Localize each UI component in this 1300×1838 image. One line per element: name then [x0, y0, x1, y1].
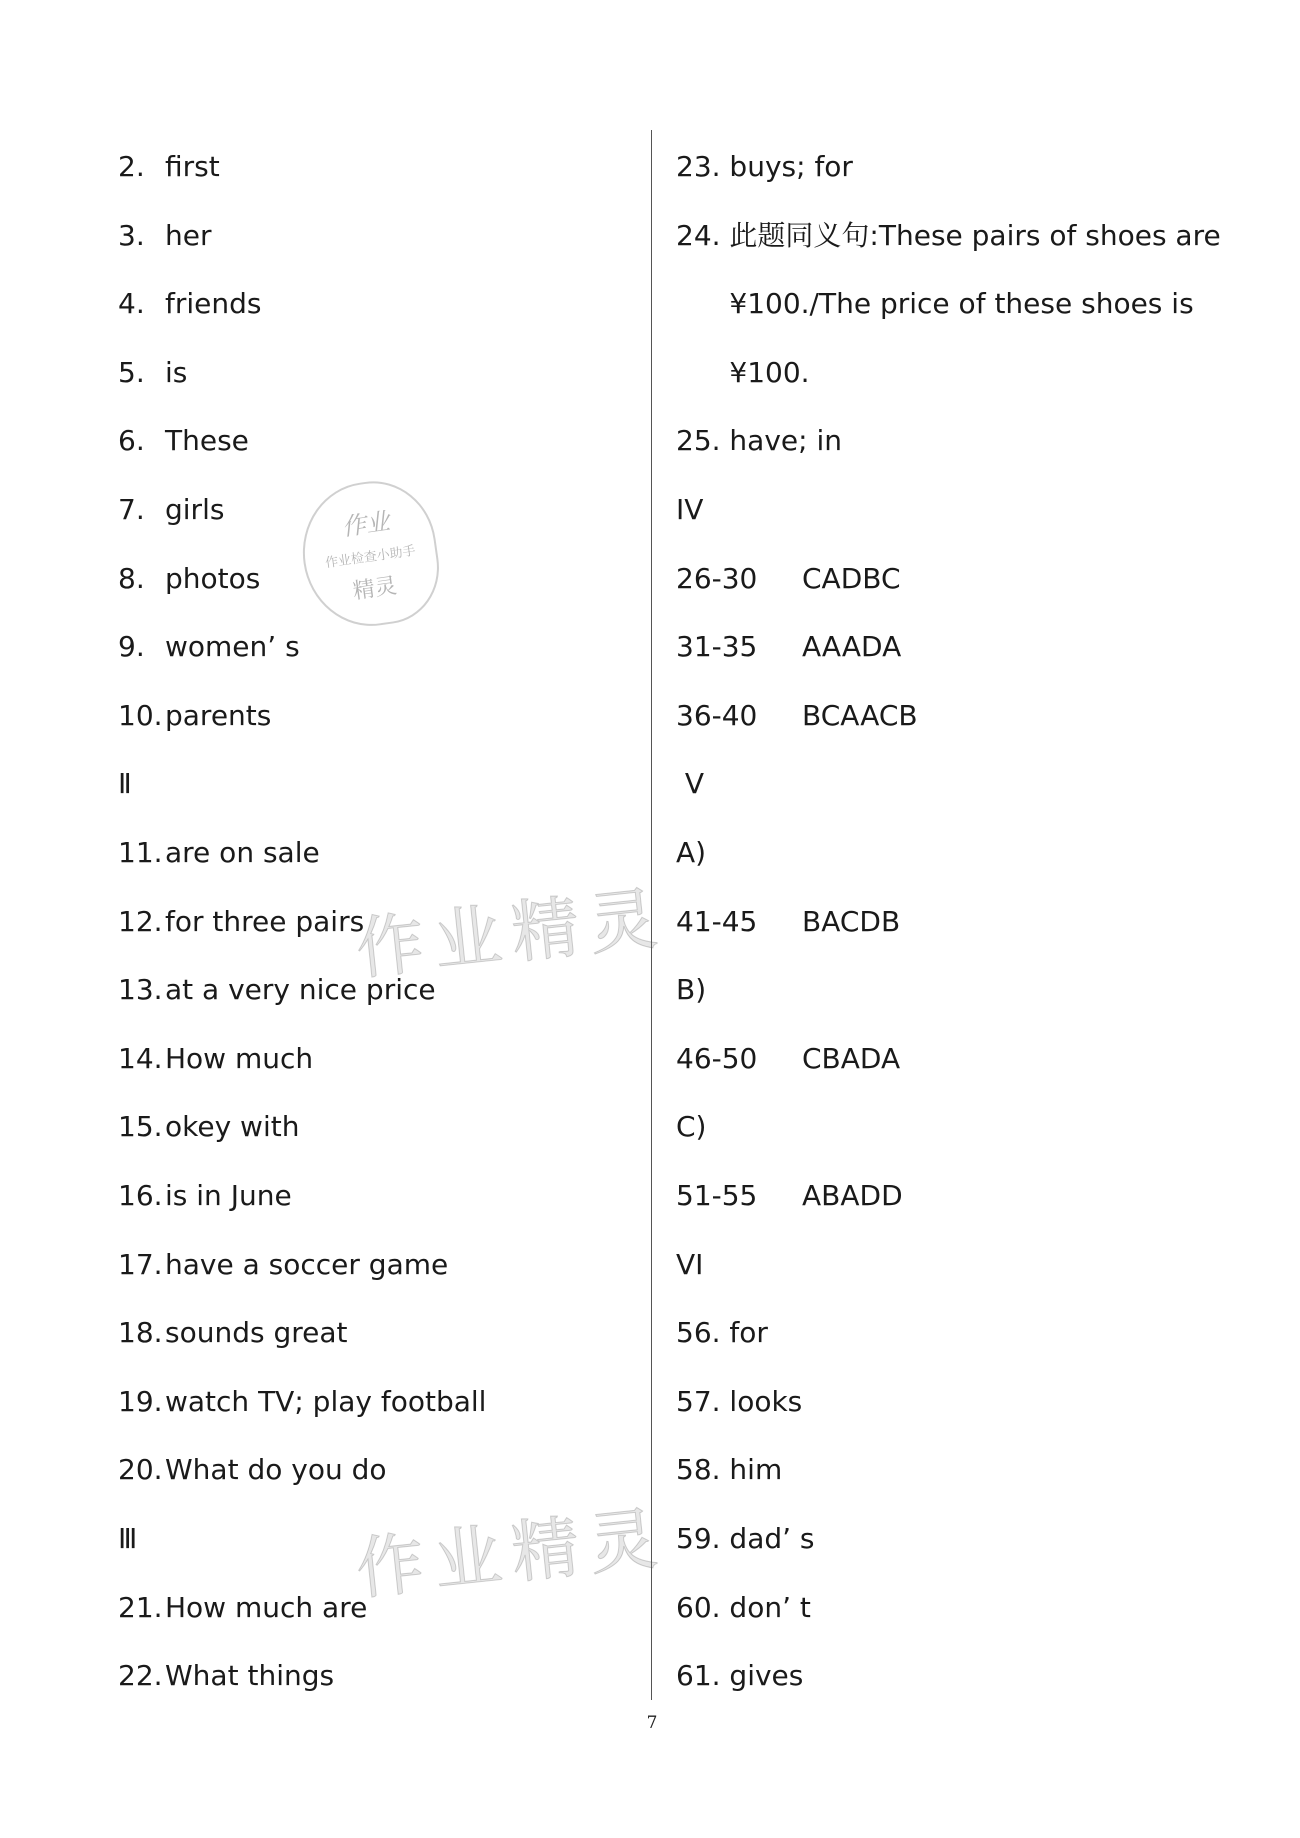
- answer-text: ¥100.: [676, 355, 810, 389]
- answer-text: have a soccer game: [165, 1247, 449, 1281]
- answer-text: sounds great: [165, 1316, 348, 1350]
- answer-text: watch TV; play football: [165, 1384, 487, 1418]
- question-number: 9.: [118, 630, 145, 664]
- question-number: 26-30: [676, 561, 758, 595]
- answer-line: [118, 423, 249, 459]
- question-number: 18.: [118, 1316, 163, 1350]
- answer-text: at a very nice price: [165, 973, 436, 1007]
- stamp-line: 作业: [340, 507, 392, 542]
- answer-text: VI: [676, 1247, 704, 1281]
- answer-text: is in June: [165, 1179, 292, 1212]
- watermark-text: 作业精灵: [352, 878, 671, 991]
- answer-line: [676, 1384, 802, 1420]
- answer-text: first: [165, 150, 220, 183]
- answer-text: are on sale: [165, 836, 320, 869]
- answer-text: BACDB: [802, 904, 901, 938]
- answer-text: 58. him: [676, 1453, 783, 1487]
- answer-line: [118, 355, 187, 391]
- question-number: 41-45: [676, 904, 758, 938]
- watermark-stamp: [294, 473, 447, 634]
- answer-text: her: [165, 218, 212, 252]
- stamp-line: 精灵: [351, 573, 399, 605]
- answer-line: [118, 698, 271, 734]
- answer-line: [676, 904, 900, 940]
- answer-line: [118, 492, 224, 528]
- question-number: 13.: [118, 973, 163, 1007]
- answer-text: A): [676, 836, 707, 869]
- answer-text: girls: [165, 493, 225, 526]
- stamp-line: 作业检查小助手: [324, 543, 417, 572]
- question-number: 3.: [118, 218, 145, 252]
- answer-text: 24. 此题同义句:These pairs of shoes are: [676, 218, 1221, 252]
- answer-text: C): [676, 1110, 707, 1144]
- answer-line: [118, 1041, 313, 1077]
- answer-text: 23. buys; for: [676, 150, 853, 183]
- question-number: 22.: [118, 1659, 163, 1693]
- answer-text: Ⅲ: [118, 1522, 138, 1555]
- answer-text: What things: [165, 1659, 335, 1693]
- question-number: 5.: [118, 355, 145, 389]
- answer-text: B): [676, 973, 707, 1007]
- answer-line: [676, 286, 1194, 322]
- answer-line: [676, 1041, 900, 1077]
- answer-line: [676, 629, 901, 665]
- answer-text: friends: [165, 287, 262, 321]
- answer-text: for three pairs: [165, 904, 365, 938]
- answer-line: [676, 1658, 803, 1694]
- question-number: 8.: [118, 561, 145, 595]
- answer-line: [676, 1521, 815, 1557]
- answer-line: [676, 149, 853, 185]
- question-number: 20.: [118, 1453, 163, 1487]
- answer-text: ¥100./The price of these shoes is: [676, 287, 1194, 321]
- answer-line: [118, 1590, 367, 1626]
- answer-text: AAADA: [802, 630, 902, 664]
- answer-line: [118, 904, 364, 940]
- answer-line: [118, 149, 220, 185]
- answer-line: [118, 766, 132, 802]
- answer-text: What do you do: [165, 1453, 387, 1487]
- question-number: 4.: [118, 287, 145, 321]
- answer-line: [118, 629, 300, 665]
- answer-text: is: [165, 355, 188, 389]
- question-number: 16.: [118, 1179, 163, 1212]
- answer-text: 61. gives: [676, 1659, 804, 1693]
- answer-text: parents: [165, 698, 272, 732]
- answer-line: [118, 1178, 292, 1214]
- answer-line: [118, 1658, 334, 1694]
- answer-line: [118, 835, 320, 871]
- answer-text: These: [165, 424, 249, 458]
- answer-text: How much: [165, 1041, 314, 1075]
- answer-line: [118, 1521, 137, 1557]
- question-number: 17.: [118, 1247, 163, 1281]
- question-number: 19.: [118, 1384, 163, 1418]
- question-number: 6.: [118, 424, 145, 458]
- answer-line: [676, 1109, 706, 1145]
- question-number: 12.: [118, 904, 163, 938]
- answer-line: [676, 1590, 811, 1626]
- answer-line: [676, 218, 1221, 254]
- question-number: 21.: [118, 1590, 163, 1624]
- answer-line: [676, 835, 706, 871]
- answer-line: [118, 1384, 486, 1420]
- answer-text: photos: [165, 561, 261, 595]
- answer-text: ABADD: [802, 1179, 903, 1212]
- answer-line: [118, 218, 211, 254]
- question-number: 11.: [118, 836, 163, 869]
- answer-text: CADBC: [802, 561, 901, 595]
- answer-line: [676, 423, 842, 459]
- answer-text: IV: [676, 493, 704, 526]
- answer-line: [118, 1109, 299, 1145]
- answer-line: [676, 698, 918, 734]
- answer-text: 60. don’ t: [676, 1590, 811, 1624]
- answer-line: [118, 1452, 387, 1488]
- answer-text: women’ s: [165, 630, 300, 664]
- answer-text: 56. for: [676, 1316, 768, 1350]
- page-number: 7: [646, 1713, 658, 1733]
- question-number: 36-40: [676, 698, 758, 732]
- answer-line: [118, 1247, 448, 1283]
- question-number: 10.: [118, 698, 163, 732]
- answer-line: [676, 972, 706, 1008]
- answer-text: okey with: [165, 1110, 300, 1144]
- answer-line: [676, 492, 703, 528]
- question-number: 14.: [118, 1041, 163, 1075]
- answer-text: 25. have; in: [676, 424, 842, 458]
- answer-text: 59. dad’ s: [676, 1522, 815, 1555]
- watermark-text: 作业精灵: [352, 1498, 671, 1611]
- answer-line: [118, 561, 260, 597]
- answer-line: [118, 286, 261, 322]
- question-number: 2.: [118, 150, 145, 183]
- answer-line: [676, 1452, 782, 1488]
- answer-line: [676, 1178, 903, 1214]
- answer-line: [676, 355, 810, 391]
- answer-line: [676, 766, 704, 802]
- question-number: 51-55: [676, 1179, 758, 1212]
- question-number: 31-35: [676, 630, 758, 664]
- answer-line: [676, 1315, 768, 1351]
- answer-line: [118, 1315, 348, 1351]
- answer-text: V: [676, 767, 705, 801]
- answer-text: BCAACB: [802, 698, 918, 732]
- answer-text: How much are: [165, 1590, 368, 1624]
- answer-text: 57. looks: [676, 1384, 803, 1418]
- answer-line: [676, 1247, 703, 1283]
- question-number: 15.: [118, 1110, 163, 1144]
- question-number: 46-50: [676, 1041, 758, 1075]
- answer-text: Ⅱ: [118, 767, 132, 801]
- question-number: 7.: [118, 493, 145, 526]
- answer-text: CBADA: [802, 1041, 901, 1075]
- answer-line: [676, 561, 901, 597]
